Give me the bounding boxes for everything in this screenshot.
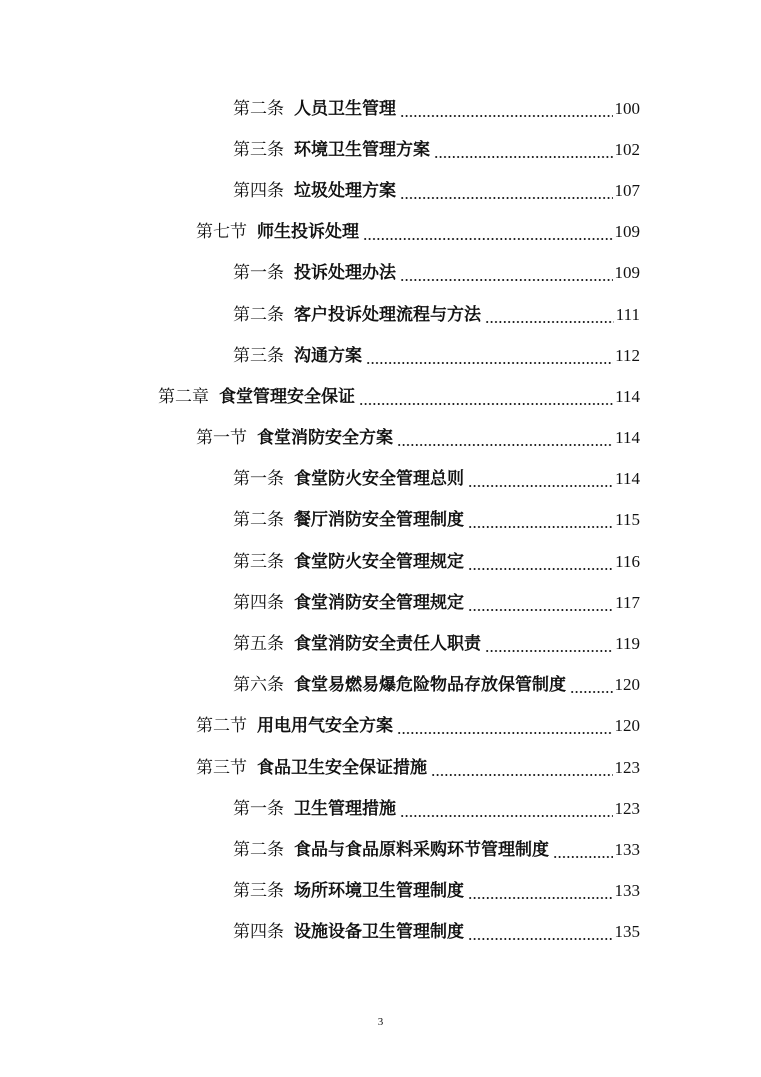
toc-entry-title: 食堂防火安全管理规定 xyxy=(294,551,464,572)
toc-entry[interactable] xyxy=(0,376,640,417)
toc-entry-title: 食堂防火安全管理总则 xyxy=(294,469,464,490)
toc-entry-title: 师生投诉处理 xyxy=(257,222,359,243)
toc-entry-number: 第五条 xyxy=(233,634,284,655)
toc-dot-leader xyxy=(400,99,613,119)
toc-entry[interactable] xyxy=(0,541,640,582)
toc-entry-title: 食品与食品原料采购环节管理制度 xyxy=(294,839,549,860)
toc-entry-number: 第三节 xyxy=(196,757,247,778)
toc-entry[interactable] xyxy=(0,129,640,170)
toc-entry-title: 食堂消防安全管理规定 xyxy=(294,592,464,613)
toc-dot-leader xyxy=(468,510,613,530)
toc-entry-page: 119 xyxy=(615,634,640,654)
toc-entry-number: 第二条 xyxy=(233,510,284,531)
toc-dot-leader xyxy=(400,181,613,201)
toc-entry[interactable] xyxy=(0,706,640,747)
toc-entry[interactable] xyxy=(0,500,640,541)
toc-entry[interactable] xyxy=(0,418,640,459)
toc-entry[interactable] xyxy=(0,459,640,500)
toc-dot-leader xyxy=(400,263,613,283)
toc-entry-number: 第三条 xyxy=(233,345,284,366)
toc-entry[interactable] xyxy=(0,665,640,706)
toc-entry[interactable] xyxy=(0,623,640,664)
toc-entry-number: 第二章 xyxy=(158,386,209,407)
toc-entry-title: 餐厅消防安全管理制度 xyxy=(294,510,464,531)
toc-entry-number: 第三条 xyxy=(233,551,284,572)
toc-entry-number: 第一条 xyxy=(233,798,284,819)
toc-entry-number: 第一条 xyxy=(233,263,284,284)
toc-entry-page: 112 xyxy=(615,345,640,365)
toc-entry-title: 垃圾处理方案 xyxy=(294,180,396,201)
toc-entry-number: 第一条 xyxy=(233,469,284,490)
toc-entry-number: 第三条 xyxy=(233,881,284,902)
toc-dot-leader xyxy=(468,552,613,572)
page-number: 3 xyxy=(377,1016,384,1028)
toc-entry-number: 第三条 xyxy=(233,139,284,160)
toc-dot-leader xyxy=(397,716,613,736)
toc-entry-number: 第四条 xyxy=(233,180,284,201)
toc-entry-title: 客户投诉处理流程与方法 xyxy=(294,304,481,325)
toc-entry-number: 第四条 xyxy=(233,592,284,613)
toc-entry-title: 食堂消防安全责任人职责 xyxy=(294,634,481,655)
toc-entry-number: 第二条 xyxy=(233,98,284,119)
toc-entry-number: 第二条 xyxy=(233,304,284,325)
toc-entry-page: 114 xyxy=(615,428,640,448)
toc-entry[interactable] xyxy=(0,747,640,788)
toc-dot-leader xyxy=(434,140,613,160)
toc-entry[interactable] xyxy=(0,829,640,870)
toc-dot-leader xyxy=(468,593,613,613)
toc-entry-number: 第七节 xyxy=(196,222,247,243)
toc-entry-page: 116 xyxy=(615,551,640,571)
toc-entry-title: 场所环境卫生管理制度 xyxy=(294,881,464,902)
toc-entry-page: 120 xyxy=(614,716,640,736)
toc-entry-page: 123 xyxy=(614,757,640,777)
toc-entry-page: 115 xyxy=(615,510,640,530)
toc-dot-leader xyxy=(485,305,614,325)
toc-entry-page: 117 xyxy=(615,592,640,612)
toc-dot-leader xyxy=(431,758,613,778)
toc-dot-leader xyxy=(359,387,613,407)
toc-dot-leader xyxy=(468,469,613,489)
toc-entry-title: 设施设备卫生管理制度 xyxy=(294,922,464,943)
toc-entry[interactable] xyxy=(0,212,640,253)
toc-entry-title: 食堂管理安全保证 xyxy=(219,386,355,407)
toc-entry-number: 第六条 xyxy=(233,675,284,696)
toc-dot-leader xyxy=(553,840,613,860)
toc-entry-page: 107 xyxy=(614,180,640,200)
toc-entry-title: 卫生管理措施 xyxy=(294,798,396,819)
toc-entry-page: 133 xyxy=(614,881,640,901)
toc-dot-leader xyxy=(468,922,613,942)
toc-entry-page: 120 xyxy=(614,675,640,695)
toc-entry-title: 环境卫生管理方案 xyxy=(294,139,430,160)
toc-entry-page: 109 xyxy=(614,222,640,242)
toc-entry[interactable] xyxy=(0,253,640,294)
toc-entry[interactable] xyxy=(0,170,640,211)
toc-entry-number: 第四条 xyxy=(233,922,284,943)
toc-entry-title: 用电用气安全方案 xyxy=(257,716,393,737)
toc-entry-title: 人员卫生管理 xyxy=(294,98,396,119)
toc-dot-leader xyxy=(397,428,613,448)
toc-entry-title: 沟通方案 xyxy=(294,345,362,366)
toc-entry-number: 第二条 xyxy=(233,839,284,860)
toc-entry-page: 114 xyxy=(615,386,640,406)
toc-entry-page: 135 xyxy=(614,922,640,942)
toc-entry[interactable] xyxy=(0,335,640,376)
toc-dot-leader xyxy=(570,675,613,695)
toc-entry-title: 食品卫生安全保证措施 xyxy=(257,757,427,778)
toc-entry-page: 109 xyxy=(614,263,640,283)
toc-entry[interactable] xyxy=(0,912,640,953)
toc-dot-leader xyxy=(363,222,613,242)
toc-entry-page: 102 xyxy=(614,139,640,159)
toc-entry-page: 133 xyxy=(614,839,640,859)
toc-entry[interactable] xyxy=(0,582,640,623)
toc-entry-number: 第一节 xyxy=(196,428,247,449)
toc-dot-leader xyxy=(468,881,613,901)
toc-entry-title: 食堂易燃易爆危险物品存放保管制度 xyxy=(294,675,566,696)
toc-entry-page: 123 xyxy=(614,798,640,818)
toc-entry-title: 投诉处理办法 xyxy=(294,263,396,284)
toc-entry-title: 食堂消防安全方案 xyxy=(257,428,393,449)
toc-entry[interactable] xyxy=(0,871,640,912)
toc-entry[interactable] xyxy=(0,294,640,335)
toc-entry[interactable] xyxy=(0,788,640,829)
toc-dot-leader xyxy=(400,799,613,819)
toc-dot-leader xyxy=(485,634,613,654)
table-of-contents xyxy=(0,88,761,953)
toc-entry-page: 114 xyxy=(615,469,640,489)
toc-dot-leader xyxy=(366,346,613,366)
toc-entry-page: 111 xyxy=(615,304,640,324)
toc-entry-page: 100 xyxy=(614,98,640,118)
toc-entry[interactable] xyxy=(0,88,640,129)
toc-entry-number: 第二节 xyxy=(196,716,247,737)
